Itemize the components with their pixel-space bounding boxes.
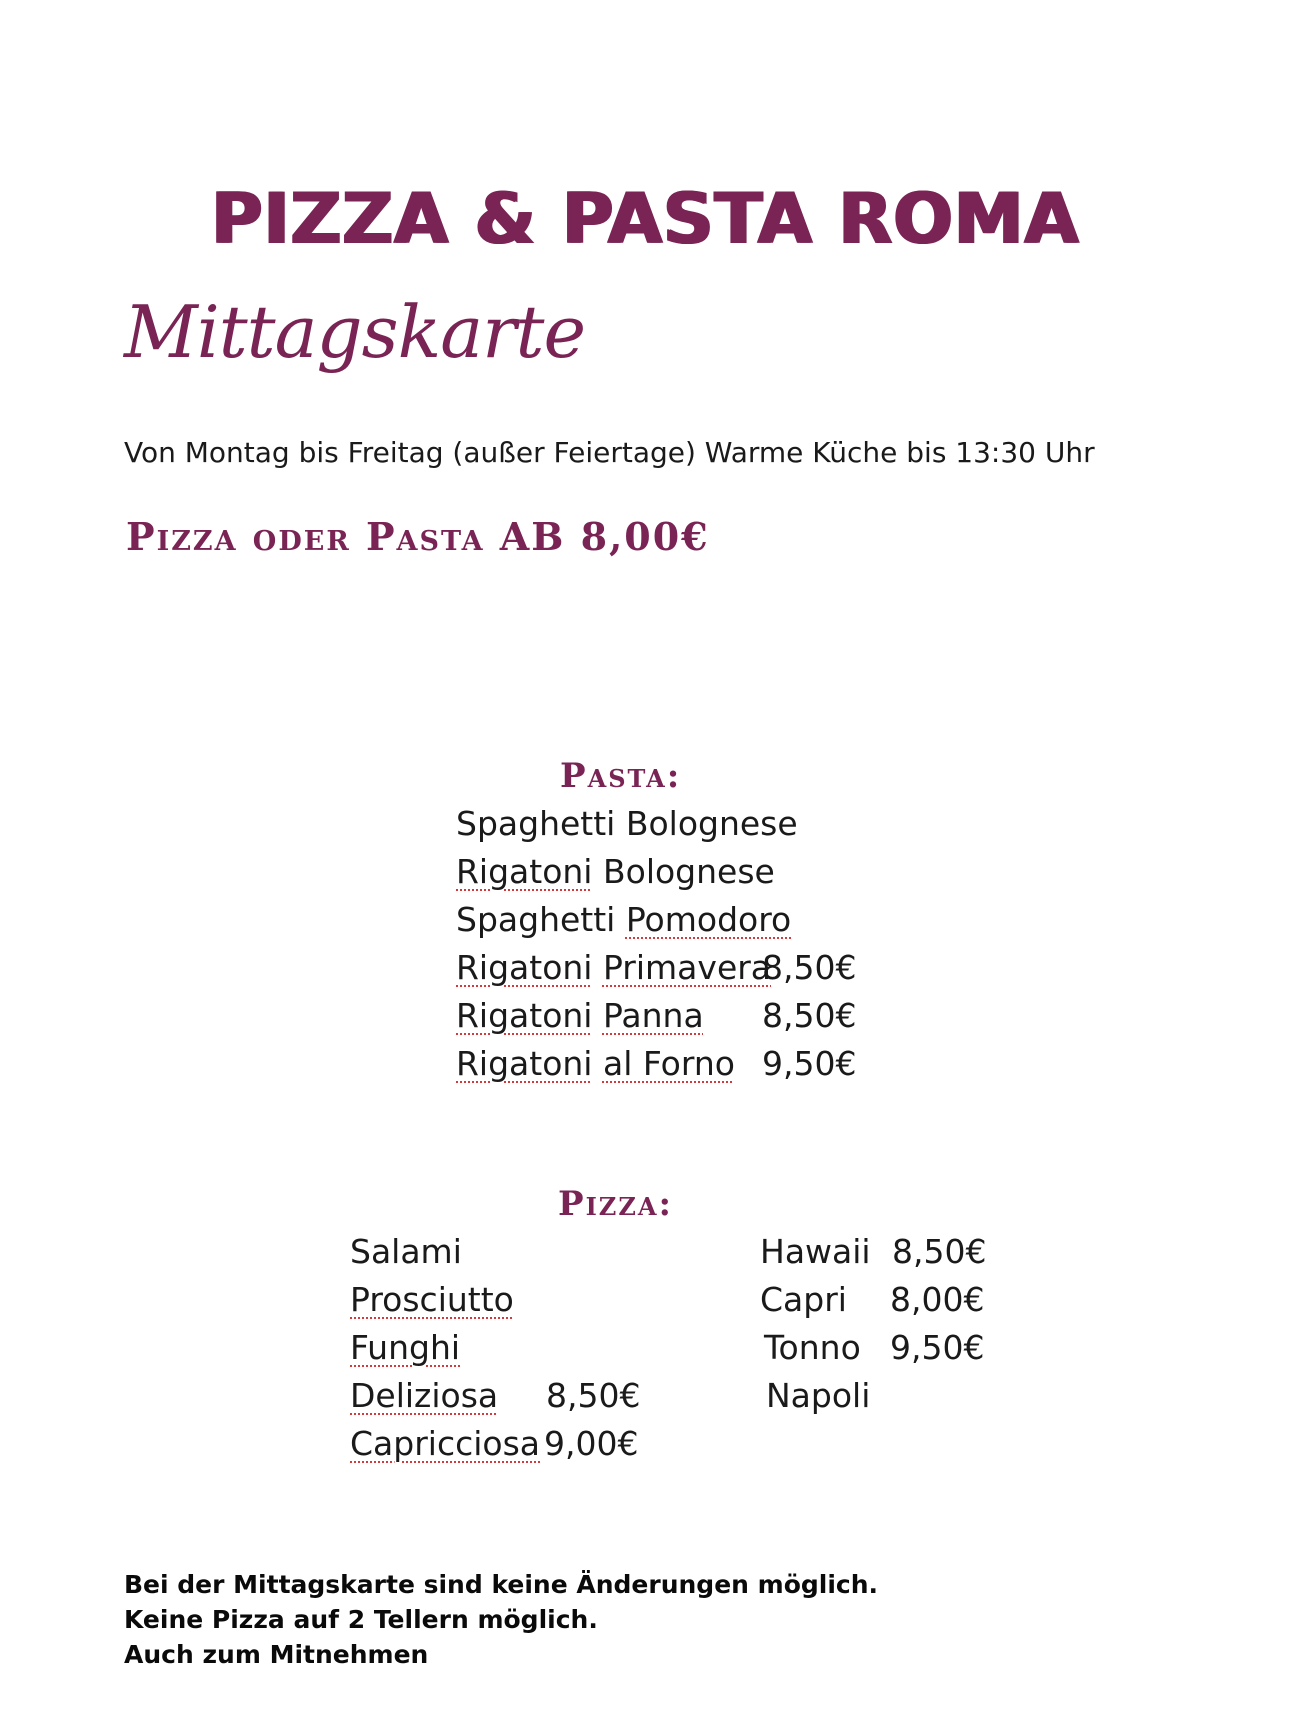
pasta-item	[456, 996, 704, 1035]
pasta-item-word1: Rigatoni	[456, 852, 593, 891]
pizza-price: 8,00€	[890, 1280, 985, 1319]
footer-note: Bei der Mittagskarte sind keine Änderungen möglich.	[124, 1570, 879, 1599]
pasta-price: 8,50€	[762, 996, 857, 1035]
pasta-item	[456, 804, 798, 843]
pizza-item: Capricciosa	[350, 1424, 541, 1463]
pasta-item-word1: Rigatoni	[456, 948, 593, 987]
pizza-heading: Pizza:	[558, 1184, 674, 1224]
pasta-item-word2: Panna	[602, 996, 704, 1035]
pizza-item: Hawaii	[760, 1232, 871, 1271]
pasta-item	[456, 852, 775, 891]
pasta-item-word1: Spaghetti	[456, 804, 616, 843]
opening-hours: Von Montag bis Freitag (außer Feiertage) Warme Küche bis 13:30 Uhr	[124, 436, 1095, 469]
pizza-price: 8,50€	[892, 1232, 987, 1271]
pasta-item-word2: al Forno	[602, 1044, 735, 1083]
pasta-item-word1: Rigatoni	[456, 996, 593, 1035]
footer-note: Auch zum Mitnehmen	[124, 1640, 429, 1669]
footer-note: Keine Pizza auf 2 Tellern möglich.	[124, 1605, 598, 1634]
price-promo: Pizza oder Pasta AB 8,00€	[126, 514, 710, 559]
pasta-item-word1: Rigatoni	[456, 1044, 593, 1083]
pizza-item: Prosciutto	[350, 1280, 514, 1319]
pasta-item-word2: Bolognese	[625, 804, 798, 843]
pasta-item-word2: Primavera	[602, 948, 772, 987]
pizza-item: Funghi	[350, 1328, 461, 1367]
pasta-item	[456, 900, 791, 939]
pizza-item: Deliziosa	[350, 1376, 499, 1415]
pizza-item: Tonno	[764, 1328, 861, 1367]
restaurant-title: PIZZA & PASTA ROMA	[210, 178, 1080, 260]
pasta-item-word2: Pomodoro	[625, 900, 792, 939]
pizza-item: Capri	[760, 1280, 847, 1319]
pasta-item	[456, 1044, 735, 1083]
pizza-item: Salami	[350, 1232, 462, 1271]
pasta-price: 8,50€	[762, 948, 857, 987]
pasta-item-word1: Spaghetti	[456, 900, 616, 939]
pizza-price: 8,50€	[546, 1376, 641, 1415]
pasta-heading: Pasta:	[560, 756, 682, 796]
pizza-price: 9,00€	[544, 1424, 639, 1463]
pizza-price: 9,50€	[890, 1328, 985, 1367]
pasta-item	[456, 948, 771, 987]
pasta-item-word2: Bolognese	[602, 852, 775, 891]
pasta-price: 9,50€	[762, 1044, 857, 1083]
pizza-item: Napoli	[766, 1376, 871, 1415]
menu-subtitle: Mittagskarte	[124, 290, 586, 374]
